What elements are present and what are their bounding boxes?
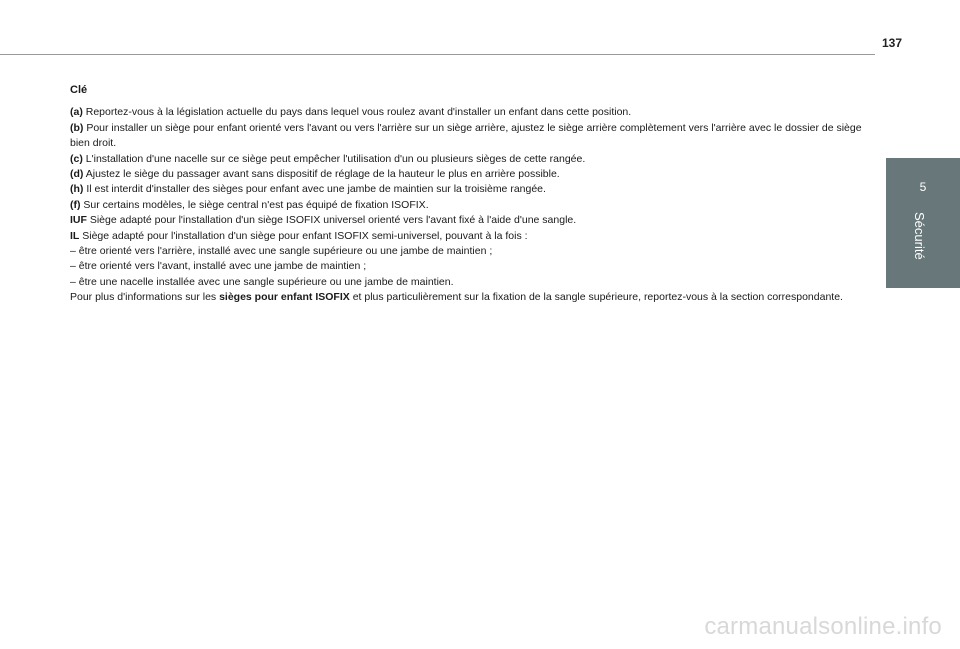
closing-paragraph [70, 290, 870, 305]
key-line [70, 229, 870, 244]
key-line [70, 244, 870, 259]
key-description: Reportez-vous à la législation actuelle du pays dans lequel vous roulez avant d'installer un enfant dans cette position. [82, 106, 632, 119]
key-line [70, 275, 870, 290]
document-body [70, 83, 870, 306]
key-list [70, 105, 870, 290]
key-description: Sur certains modèles, le siège central n'est pas équipé de fixation ISOFIX. [80, 198, 429, 211]
closing-text-bold: sièges pour enfant ISOFIX [219, 291, 350, 304]
key-code: (h) [70, 183, 84, 196]
header-rule [0, 54, 875, 55]
key-code: (f) [70, 198, 81, 211]
key-line [70, 121, 870, 152]
key-description: – être orienté vers l'avant, installé avec une jambe de maintien ; [70, 260, 367, 273]
key-description: Pour installer un siège pour enfant orienté vers l'avant ou vers l'arrière sur un siège arrière, ajustez le siège arrière complètement vers l'arrière avec le dossier de siège bien droit. [70, 121, 862, 150]
key-line [70, 105, 870, 120]
page-number: 137 [881, 36, 902, 50]
watermark: carmanualsonline.info [704, 613, 942, 640]
key-description: Siège adapté pour l'installation d'un siège pour enfant ISOFIX semi-universel, pouvant à la fois : [79, 229, 528, 242]
chapter-title: Sécurité [912, 212, 927, 260]
key-code: IUF [70, 214, 87, 227]
key-description: L'installation d'une nacelle sur ce siège peut empêcher l'utilisation d'un ou plusieurs sièges de cette rangée. [82, 152, 586, 165]
key-description: – être une nacelle installée avec une sangle supérieure ou une jambe de maintien. [70, 275, 454, 288]
chapter-number: 5 [919, 180, 927, 194]
key-description: Il est interdit d'installer des sièges pour enfant avec une jambe de maintien sur la troisième rangée. [83, 183, 546, 196]
key-line [70, 198, 870, 213]
key-line [70, 259, 870, 274]
closing-text-after: et plus particulièrement sur la fixation de la sangle supérieure, reportez-vous à la section correspondante. [349, 291, 843, 304]
key-code: (d) [70, 168, 84, 181]
key-description: Ajustez le siège du passager avant sans dispositif de réglage de la hauteur le plus en arrière possible. [83, 168, 560, 181]
key-description: – être orienté vers l'arrière, installé avec une sangle supérieure ou une jambe de maintien ; [70, 245, 493, 258]
chapter-tab[interactable] [886, 158, 960, 288]
key-line [70, 213, 870, 228]
key-line [70, 182, 870, 197]
key-code: (a) [70, 106, 83, 119]
key-code: IL [70, 229, 80, 242]
key-code: (c) [70, 152, 83, 165]
closing-text-before: Pour plus d'informations sur les [70, 291, 220, 304]
key-code: (b) [70, 121, 84, 134]
key-line [70, 152, 870, 167]
section-heading: Clé [70, 84, 88, 96]
key-line [70, 167, 870, 182]
key-description: Siège adapté pour l'installation d'un siège ISOFIX universel orienté vers l'avant fixé à l'aide d'une sangle. [86, 214, 577, 227]
